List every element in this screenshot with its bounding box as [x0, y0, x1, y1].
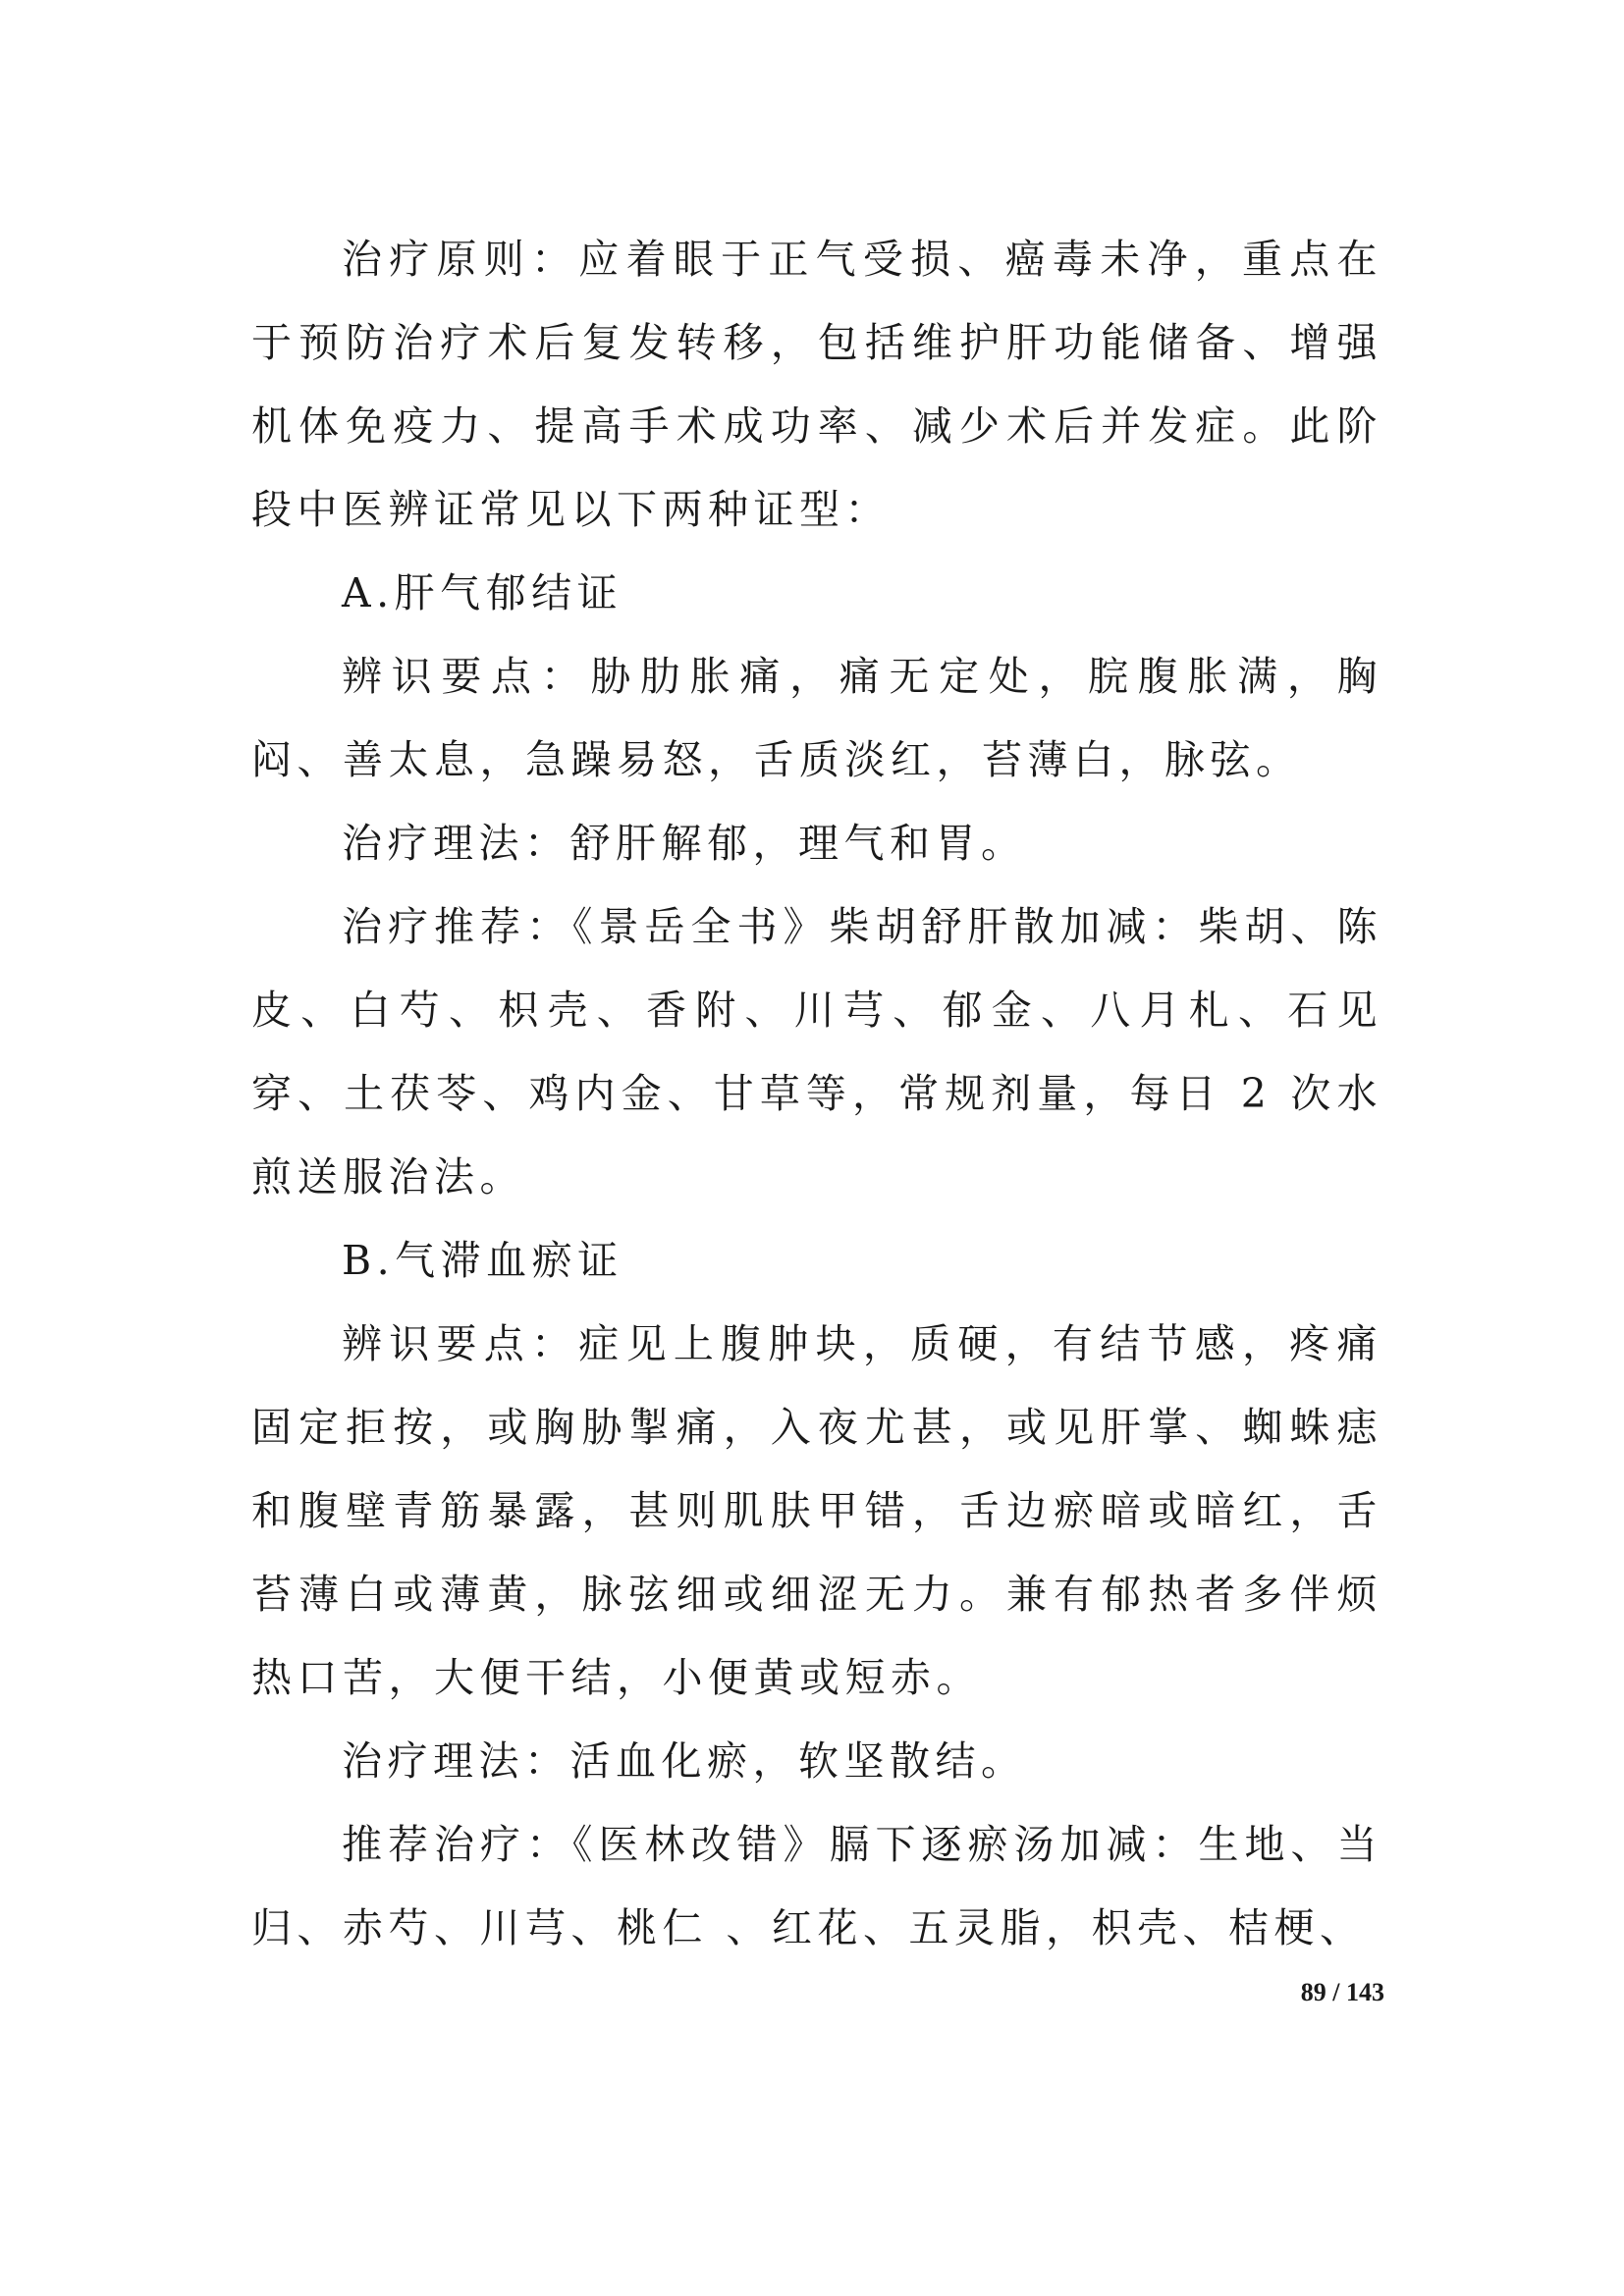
page-number: 89 / 143 [1300, 1978, 1384, 2006]
treatment-method-paragraph-b: 治疗理法：活血化瘀，软坚散结。 [342, 1737, 1027, 1785]
section-heading-liver-qi-stagnation: A.肝气郁结证 [342, 569, 623, 616]
treatment-principle-paragraph: 治疗原则：应着眼于正气受损、癌毒未净，重点在于预防治疗术后复发转移，包括维护肝功能储备、增强机体免疫力、提高手术成功率、减少术后并发症。此阶段中医辨证常见以下两种证型： [251, 236, 1382, 533]
treatment-method-paragraph-a: 治疗理法：舒肝解郁，理气和胃。 [342, 820, 1027, 867]
treatment-recommendation-paragraph-a: 治疗推荐：《景岳全书》柴胡舒肝散加减：柴胡、陈皮、白芍、枳壳、香附、川芎、郁金、八月札、石见穿、土茯苓、鸡内金、甘草等，常规剂量，每日 2 次水煎送服治法。 [251, 903, 1382, 1201]
identification-points-paragraph-a: 辨识要点：胁肋胀痛，痛无定处，脘腹胀满，胸闷、善太息，急躁易怒，舌质淡红，苔薄白，脉弦。 [251, 653, 1382, 783]
section-heading-qi-stagnation-blood-stasis: B.气滞血瘀证 [342, 1237, 623, 1284]
body-text [251, 218, 1382, 1970]
treatment-recommendation-paragraph-b: 推荐治疗：《医林改错》膈下逐瘀汤加减：生地、当归、赤芍、川芎、桃仁 、红花、五灵脂，枳壳、桔梗、 [251, 1821, 1382, 1951]
identification-points-paragraph-b: 辨识要点：症见上腹肿块，质硬，有结节感，疼痛固定拒按，或胸胁掣痛，入夜尤甚，或见肝掌、蜘蛛痣和腹壁青筋暴露，甚则肌肤甲错，舌边瘀暗或暗红，舌苔薄白或薄黄，脉弦细或细涩无力。兼有郁热者多伴烦热口苦，大便干结，小便黄或短赤。 [251, 1320, 1382, 1701]
